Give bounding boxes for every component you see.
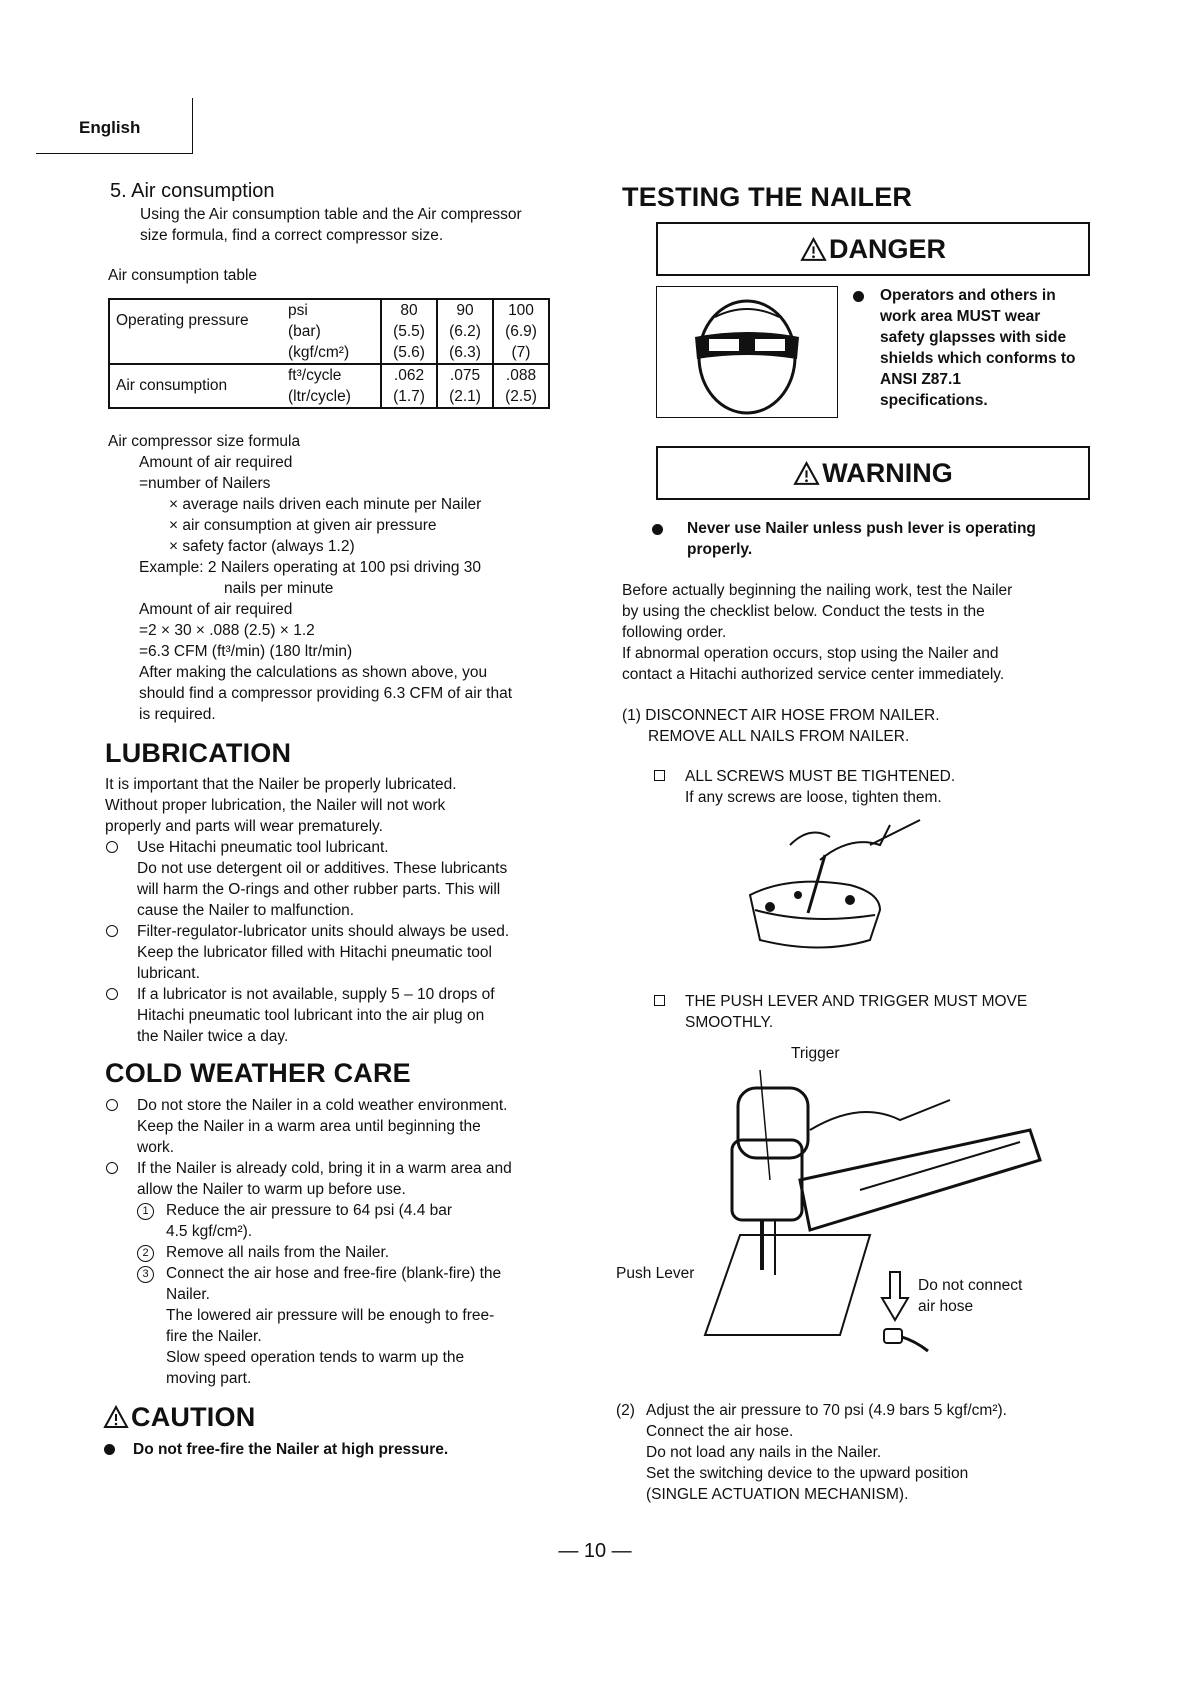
air-table-caption: Air consumption table — [108, 267, 258, 284]
danger-title: DANGER — [828, 233, 946, 264]
testing-intro: Before actually beginning the nailing work, test the Nailer — [622, 582, 1013, 599]
air-consumption-table — [108, 298, 550, 409]
danger-line: safety glapsses with side — [880, 329, 1067, 346]
lubrication-item: cause the Nailer to malfunction. — [137, 902, 355, 919]
pressure-col-80: 80 (5.5) (5.6) — [381, 300, 437, 364]
pressure-col-100: 100 (6.9) (7) — [493, 300, 548, 364]
cold-step: 4.5 kgf/cm²). — [166, 1223, 253, 1240]
lubrication-item: the Nailer twice a day. — [137, 1028, 289, 1045]
language-label: English — [79, 118, 141, 137]
caution-text: Do not free-fire the Nailer at high pressure. — [133, 1441, 449, 1458]
trigger-label: Trigger — [791, 1045, 840, 1062]
consumption-units: ft³/cycle (ltr/cycle) — [282, 364, 381, 407]
cold-weather-heading: COLD WEATHER CARE — [105, 1058, 411, 1088]
cold-step: Remove all nails from the Nailer. — [166, 1244, 390, 1261]
cold-step: fire the Nailer. — [166, 1328, 262, 1345]
warning-banner — [656, 446, 1090, 500]
testing-intro: If abnormal operation occurs, stop using the Nailer and — [622, 645, 999, 662]
formula-line: × average nails driven each minute per Nailer — [169, 496, 482, 513]
formula-line: After making the calculations as shown above, you — [139, 664, 488, 681]
testing-intro: by using the checklist below. Conduct the tests in the — [622, 603, 985, 620]
check-1: If any screws are loose, tighten them. — [685, 789, 942, 806]
formula-title: Air compressor size formula — [108, 433, 301, 450]
list-bullet — [853, 291, 864, 302]
formula-line: nails per minute — [224, 580, 334, 597]
cold-step: Connect the air hose and free-fire (blank-fire) the — [166, 1265, 502, 1282]
formula-line: =number of Nailers — [139, 475, 271, 492]
lubrication-intro: Without proper lubrication, the Nailer will not work — [105, 797, 446, 814]
step-number: 1 — [137, 1203, 154, 1220]
caution-title: CAUTION — [131, 1401, 256, 1432]
step-1: (1) DISCONNECT AIR HOSE FROM NAILER. — [622, 707, 940, 724]
air-intro-1: Using the Air consumption table and the Air compressor — [140, 206, 522, 223]
safety-goggles-icon — [657, 287, 837, 417]
warning-line: properly. — [687, 541, 753, 558]
step-number: 3 — [137, 1266, 154, 1283]
step-1: REMOVE ALL NAILS FROM NAILER. — [648, 728, 910, 745]
check-2: SMOOTHLY. — [685, 1014, 774, 1031]
danger-line: ANSI Z87.1 — [880, 371, 961, 388]
step-2: Connect the air hose. — [646, 1423, 794, 1440]
danger-line: Operators and others in — [880, 287, 1056, 304]
safety-goggles-figure — [656, 286, 838, 418]
air-intro-2: size formula, find a correct compressor size. — [140, 227, 444, 244]
cold-item: Do not store the Nailer in a cold weather environment. — [137, 1097, 508, 1114]
formula-line: Amount of air required — [139, 454, 293, 471]
testing-intro: following order. — [622, 624, 727, 641]
warning-line: Never use Nailer unless push lever is operating — [687, 520, 1036, 537]
step-2: (SINGLE ACTUATION MECHANISM). — [646, 1486, 909, 1503]
air-consumption-label: Air consumption — [110, 364, 282, 407]
danger-banner — [656, 222, 1090, 276]
consumption-col-100: .088 (2.5) — [493, 364, 548, 407]
list-bullet — [106, 988, 118, 1000]
formula-line: =2 × 30 × .088 (2.5) × 1.2 — [139, 622, 315, 639]
cold-step: moving part. — [166, 1370, 252, 1387]
step-2: Do not load any nails in the Nailer. — [646, 1444, 882, 1461]
danger-line: work area MUST wear — [880, 308, 1041, 325]
screw-tightening-figure — [730, 815, 940, 975]
formula-line: =6.3 CFM (ft³/min) (180 ltr/min) — [139, 643, 353, 660]
testing-heading: TESTING THE NAILER — [622, 182, 913, 212]
formula-line: Amount of air required — [139, 601, 293, 618]
lubrication-item: lubricant. — [137, 965, 200, 982]
formula-line: × air consumption at given air pressure — [169, 517, 437, 534]
cold-step: Slow speed operation tends to warm up the — [166, 1349, 465, 1366]
cold-item: If the Nailer is already cold, bring it in a warm area and — [137, 1160, 512, 1177]
cold-step: The lowered air pressure will be enough to free- — [166, 1307, 495, 1324]
formula-line: should find a compressor providing 6.3 CFM of air that — [139, 685, 513, 702]
operating-pressure-label: Operating pressure — [116, 312, 249, 329]
formula-line: × safety factor (always 1.2) — [169, 538, 355, 555]
pressure-col-90: 90 (6.2) (6.3) — [437, 300, 493, 364]
warning-triangle-icon — [800, 237, 827, 262]
lubrication-item: Do not use detergent oil or additives. These lubricants — [137, 860, 508, 877]
list-bullet — [104, 1444, 115, 1455]
consumption-col-90: .075 (2.1) — [437, 364, 493, 407]
caution-heading — [103, 1400, 255, 1434]
formula-line: Example: 2 Nailers operating at 100 psi driving 30 — [139, 559, 482, 576]
air-consumption-heading: 5. Air consumption — [110, 180, 275, 202]
cold-step: Reduce the air pressure to 64 psi (4.4 bar — [166, 1202, 453, 1219]
step-2: Adjust the air pressure to 70 psi (4.9 bars 5 kgf/cm²). — [646, 1402, 1007, 1419]
lubrication-item: will harm the O-rings and other rubber parts. This will — [137, 881, 501, 898]
cold-item: Keep the Nailer in a warm area until beginning the — [137, 1118, 481, 1135]
cold-item: work. — [137, 1139, 175, 1156]
warning-triangle-icon — [793, 461, 820, 486]
step-2: Set the switching device to the upward position — [646, 1465, 969, 1482]
danger-line: shields which conforms to — [880, 350, 1076, 367]
warning-triangle-icon — [103, 1405, 129, 1429]
arrow-down-icon — [880, 1270, 910, 1322]
consumption-col-80: .062 (1.7) — [381, 364, 437, 407]
push-lever-label: Push Lever — [616, 1265, 695, 1282]
lubrication-item: If a lubricator is not available, supply 5 – 10 drops of — [137, 986, 495, 1003]
lubrication-intro: properly and parts will wear prematurely. — [105, 818, 383, 835]
check-2: THE PUSH LEVER AND TRIGGER MUST MOVE — [685, 993, 1028, 1010]
lubrication-item: Hitachi pneumatic tool lubricant into the air plug on — [137, 1007, 485, 1024]
cold-step: Nailer. — [166, 1286, 210, 1303]
air-plug-icon — [880, 1325, 930, 1355]
list-bullet — [652, 524, 663, 535]
danger-line: specifications. — [880, 392, 988, 409]
warning-title: WARNING — [822, 457, 953, 488]
nailer-figure — [700, 1070, 1050, 1350]
list-bullet — [106, 841, 118, 853]
lubrication-item: Use Hitachi pneumatic tool lubricant. — [137, 839, 389, 856]
cold-item: allow the Nailer to warm up before use. — [137, 1181, 406, 1198]
no-connect-label: Do not connect — [918, 1277, 1023, 1294]
formula-line: is required. — [139, 706, 216, 723]
lubrication-item: Keep the lubricator filled with Hitachi pneumatic tool — [137, 944, 492, 961]
testing-intro: contact a Hitachi authorized service center immediately. — [622, 666, 1005, 683]
lubrication-item: Filter-regulator-lubricator units should always be used. — [137, 923, 510, 940]
no-connect-label: air hose — [918, 1298, 974, 1315]
step-2-number: (2) — [616, 1402, 635, 1419]
lubrication-intro: It is important that the Nailer be properly lubricated. — [105, 776, 457, 793]
lubrication-heading: LUBRICATION — [105, 738, 292, 768]
list-bullet — [106, 925, 118, 937]
check-1: ALL SCREWS MUST BE TIGHTENED. — [685, 768, 956, 785]
list-bullet — [106, 1162, 118, 1174]
checkbox — [654, 995, 665, 1006]
pressure-units: psi (bar) (kgf/cm²) — [288, 302, 350, 361]
list-bullet — [106, 1099, 118, 1111]
page-number: — 10 — — [558, 1540, 632, 1562]
step-number: 2 — [137, 1245, 154, 1262]
checkbox — [654, 770, 665, 781]
